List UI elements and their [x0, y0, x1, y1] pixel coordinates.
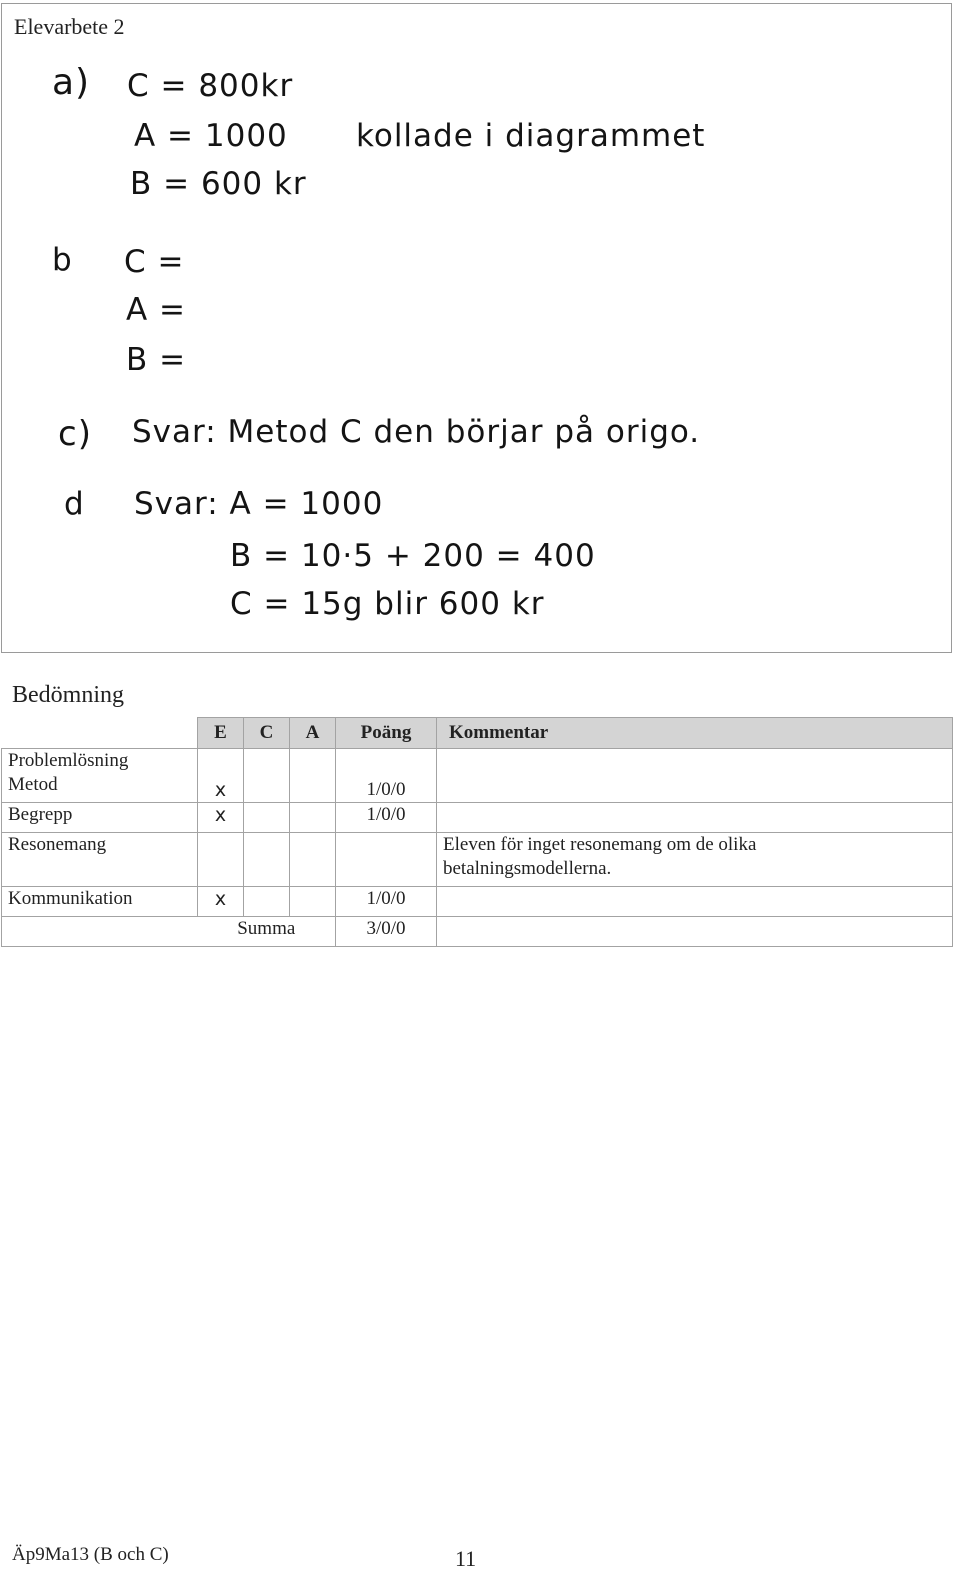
answer-c-label: c)	[58, 414, 92, 454]
answer-b-b: B =	[126, 342, 187, 378]
answer-a-note: kollade i diagrammet	[356, 118, 706, 154]
mark-e: x	[198, 887, 244, 917]
answer-a-b: B = 600 kr	[130, 166, 307, 202]
student-work-panel	[1, 3, 952, 653]
mark-e: x	[198, 749, 244, 803]
page-number: 11	[455, 1546, 477, 1571]
sum-label: Summa	[198, 917, 336, 947]
row-label	[2, 749, 198, 803]
sum-points: 3/0/0	[336, 917, 437, 947]
answer-c-text: Svar: Metod C den börjar på origo.	[132, 414, 701, 450]
header-c: C	[244, 718, 290, 749]
row-label: Resonemang	[2, 833, 198, 887]
row-comment-line1: Eleven för inget resonemang om de olika	[443, 834, 757, 855]
header-e: E	[198, 718, 244, 749]
mark-a	[290, 803, 336, 833]
mark-c	[244, 887, 290, 917]
assessment-title: Bedömning	[12, 682, 124, 708]
row-label: Kommunikation	[2, 887, 198, 917]
student-work-title: Elevarbete 2	[14, 14, 125, 39]
answer-d-c: C = 15g blir 600 kr	[230, 586, 545, 622]
footer-doc-code: Äp9Ma13 (B och C)	[12, 1544, 169, 1565]
row-points: 1/0/0	[336, 803, 437, 833]
header-a: A	[290, 718, 336, 749]
row-label-line1: Problemlösning	[8, 750, 129, 771]
mark-e	[198, 833, 244, 887]
header-blank	[2, 718, 198, 749]
header-comment: Kommentar	[437, 718, 953, 749]
assessment-header-row	[2, 718, 953, 749]
sum-spacer	[2, 917, 198, 947]
answer-a-label: a)	[52, 62, 91, 103]
row-points: 1/0/0	[336, 749, 437, 803]
row-points: 1/0/0	[336, 887, 437, 917]
mark-a	[290, 749, 336, 803]
mark-a	[290, 887, 336, 917]
assessment-table	[1, 717, 953, 947]
mark-e: x	[198, 803, 244, 833]
mark-c	[244, 803, 290, 833]
sum-row	[2, 917, 953, 947]
row-comment-line2: betalningsmodellerna.	[443, 858, 612, 879]
mark-a	[290, 833, 336, 887]
mark-c	[244, 833, 290, 887]
sum-comment	[437, 917, 953, 947]
answer-b-a: A =	[126, 292, 187, 328]
table-row	[2, 749, 953, 803]
answer-d-label: d	[64, 486, 85, 522]
answer-b-label: b	[52, 242, 73, 278]
header-points: Poäng	[336, 718, 437, 749]
answer-d-a: Svar: A = 1000	[134, 486, 384, 522]
row-comment	[437, 749, 953, 803]
table-row	[2, 803, 953, 833]
row-comment	[437, 803, 953, 833]
row-label-line2: Metod	[8, 774, 58, 795]
row-points	[336, 833, 437, 887]
answer-a-c: C = 800kr	[127, 68, 294, 104]
mark-c	[244, 749, 290, 803]
row-comment	[437, 833, 953, 887]
table-row	[2, 833, 953, 887]
row-label: Begrepp	[2, 803, 198, 833]
answer-a-a: A = 1000	[134, 118, 288, 154]
table-row	[2, 887, 953, 917]
answer-b-c: C =	[124, 244, 185, 280]
answer-d-b: B = 10·5 + 200 = 400	[230, 538, 596, 574]
row-comment	[437, 887, 953, 917]
